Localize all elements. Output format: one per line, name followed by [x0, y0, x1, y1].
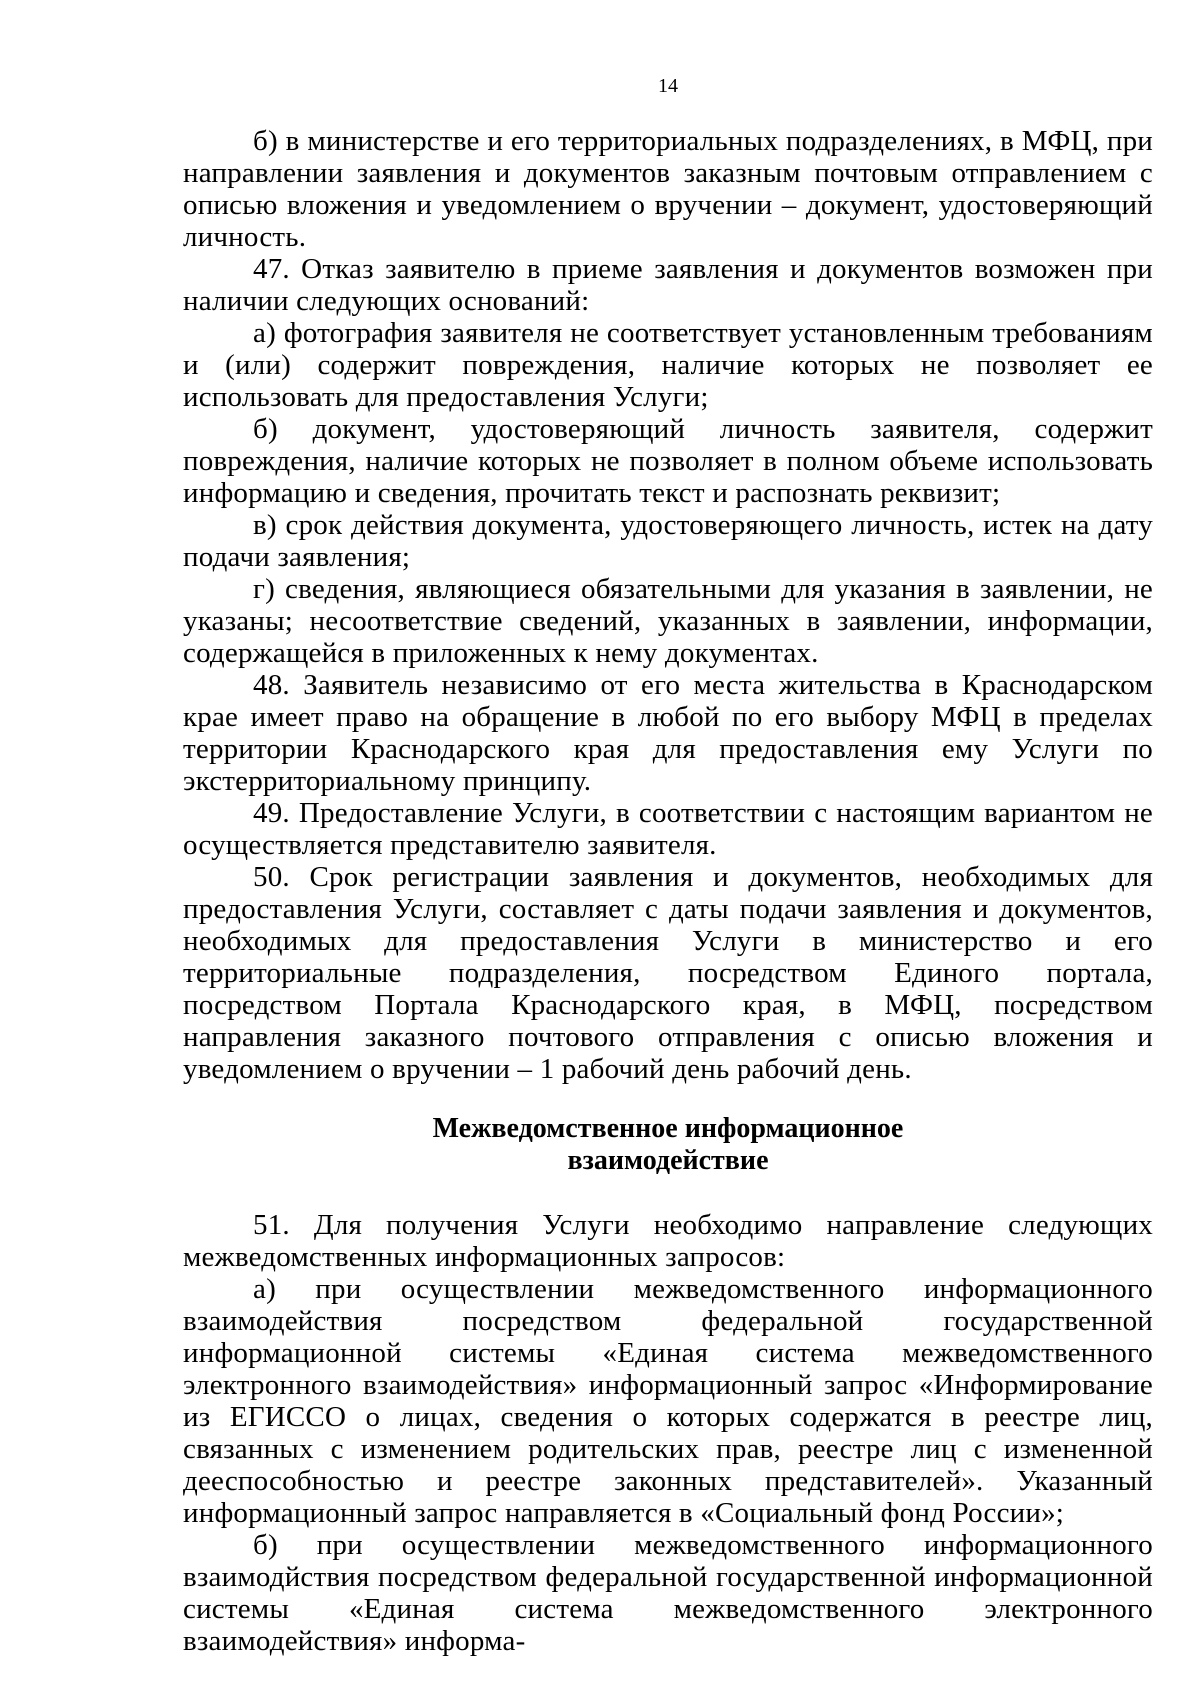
- paragraph-47-b: б) документ, удостоверяющий личность заявителя, содержит повреждения, наличие которых не позволяет в полном объеме использовать информацию и сведения, прочитать текст и распознать реквизит;: [183, 413, 1153, 509]
- paragraph-50: 50. Срок регистрации заявления и документов, необходимых для предоставления Услуги, составляет с даты подачи заявления и документов, необходимых для предоставления Услуги в министерство и его территориальные подразделения, посредством Единого портала, посредством Портала Краснодарского края, в МФЦ, посредством направления заказного почтового отправления с описью вложения и уведомлением о вручении – 1 рабочий день рабочий день.: [183, 861, 1153, 1085]
- paragraph-48: 48. Заявитель независимо от его места жительства в Краснодарском крае имеет право на обращение в любой по его выбору МФЦ в пределах территории Краснодарского края для предоставления ему Услуги по экстерриториальному принципу.: [183, 669, 1153, 797]
- paragraph-item-b-documents: б) в министерстве и его территориальных подразделениях, в МФЦ, при направлении заявления и документов заказным почтовым отправлением с описью вложения и уведомлением о вручении – документ, удостоверяющий личность.: [183, 125, 1153, 253]
- section-heading-line-2: взаимодействие: [567, 1145, 769, 1176]
- paragraph-47-g: г) сведения, являющиеся обязательными для указания в заявлении, не указаны; несоответствие сведений, указанных в заявлении, информации, содержащейся в приложенных к нему документах.: [183, 573, 1153, 669]
- paragraph-51: 51. Для получения Услуги необходимо направление следующих межведомственных информационных запросов:: [183, 1209, 1153, 1273]
- document-body: [183, 125, 1153, 1657]
- section-heading-line-1: Межведомственное информационное: [432, 1113, 904, 1144]
- page-number: 14: [658, 75, 678, 97]
- section-heading: [183, 1113, 1153, 1177]
- paragraph-47-a: а) фотография заявителя не соответствует установленным требованиям и (или) содержит повреждения, наличие которых не позволяет ее использовать для предоставления Услуги;: [183, 317, 1153, 413]
- paragraph-47-v: в) срок действия документа, удостоверяющего личность, истек на дату подачи заявления;: [183, 509, 1153, 573]
- paragraph-51-b: б) при осуществлении межведомственного информационного взаимодйствия посредством федеральной государственной информационной системы «Единая система межведомственного электронного взаимодействия» информа-: [183, 1529, 1153, 1657]
- paragraph-49: 49. Предоставление Услуги, в соответствии с настоящим вариантом не осуществляется представителю заявителя.: [183, 797, 1153, 861]
- paragraph-47: 47. Отказ заявителю в приеме заявления и документов возможен при наличии следующих оснований:: [183, 253, 1153, 317]
- paragraph-51-a: а) при осуществлении межведомственного информационного взаимодействия посредством федеральной государственной информационной системы «Единая система межведомственного электронного взаимодействия» информационный запрос «Информирование из ЕГИССО о лицах, сведения о которых содержатся в реестре лиц, связанных с изменением родительских прав, реестре лиц с измененной дееспособностью и реестре законных представителей». Указанный информационный запрос направляется в «Социальный фонд России»;: [183, 1273, 1153, 1529]
